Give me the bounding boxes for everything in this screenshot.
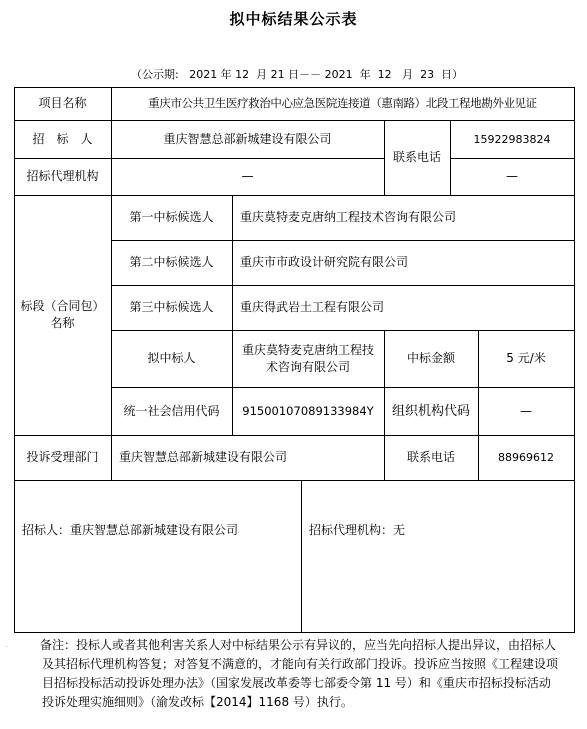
margin-dot: · <box>6 644 8 651</box>
project-name-value: 重庆市公共卫生医疗救治中心应急医院连接道（惠南路）北段工程地勘外业见证 <box>148 96 537 110</box>
table-line <box>301 480 302 633</box>
publicity-period: （公示期: 2021 年 12 月 21 日－－ 2021 年 12 月 23 日） <box>131 68 464 81</box>
org-code-label: 组织机构代码 <box>391 403 470 419</box>
page-title: 拟中标结果公示表 <box>229 10 358 28</box>
signature-agency: 招标代理机构：无 <box>309 522 406 537</box>
third-candidate-label: 第三中标候选人 <box>129 300 214 314</box>
agency-value: — <box>241 169 254 183</box>
signature-tenderer: 招标人：重庆智慧总部新城建设有限公司 <box>22 522 239 537</box>
org-code-value: — <box>520 403 532 418</box>
contact-phone-value: 15922983824 <box>473 132 551 146</box>
section-name-label: 标段（合同包）名称 <box>20 299 105 330</box>
table-line <box>574 87 575 633</box>
contact-phone-label: 联系电话 <box>392 150 441 164</box>
table-line <box>14 480 575 481</box>
credit-code-label: 统一社会信用代码 <box>123 403 220 418</box>
winner-label: 拟中标人 <box>147 351 196 365</box>
result-table <box>14 87 575 633</box>
complaint-dept-value: 重庆智慧总部新城建设有限公司 <box>119 450 288 464</box>
bid-amount-label: 中标金额 <box>406 351 455 365</box>
remarks-note: 备注：投标人或者其他利害关系人对中标结果公示有异议的，应当先向招标人提出异议，由招标人及其招标代理机构答复；对答复不满意的，才能向有关行政部门投诉。投诉应当按照《工程建设项目招标投标活动投诉处理办法》（国家发展改革委等七部委令第 11 号）和《重庆市招标投标活动投诉处理实施细则》（渝发改标【2014】1168 号）执行。 <box>40 638 559 709</box>
third-candidate-value: 重庆得武岩土工程有限公司 <box>240 300 385 314</box>
second-candidate-value: 重庆市市政设计研究院有限公司 <box>240 255 409 269</box>
complaint-contact-label: 联系电话 <box>406 450 455 464</box>
table-line <box>14 632 575 633</box>
first-candidate-label: 第一中标候选人 <box>129 210 214 224</box>
agency-contact-value: — <box>506 169 518 183</box>
complaint-dept-label: 投诉受理部门 <box>26 450 99 464</box>
winner-value: 重庆莫特麦克唐纳工程技术咨询有限公司 <box>241 342 374 374</box>
bid-amount-value: 5 元/米 <box>506 351 546 365</box>
complaint-contact-value: 88969612 <box>498 451 554 464</box>
tenderer-label: 招 标 人 <box>32 131 93 146</box>
credit-code-value: 91500107089133984Y <box>242 403 374 418</box>
agency-label: 招标代理机构 <box>26 169 99 183</box>
second-candidate-label: 第二中标候选人 <box>129 255 214 269</box>
tenderer-value: 重庆智慧总部新城建设有限公司 <box>163 131 332 146</box>
project-name-label: 项目名称 <box>38 96 87 110</box>
first-candidate-value: 重庆莫特麦克唐纳工程技术咨询有限公司 <box>240 210 457 224</box>
